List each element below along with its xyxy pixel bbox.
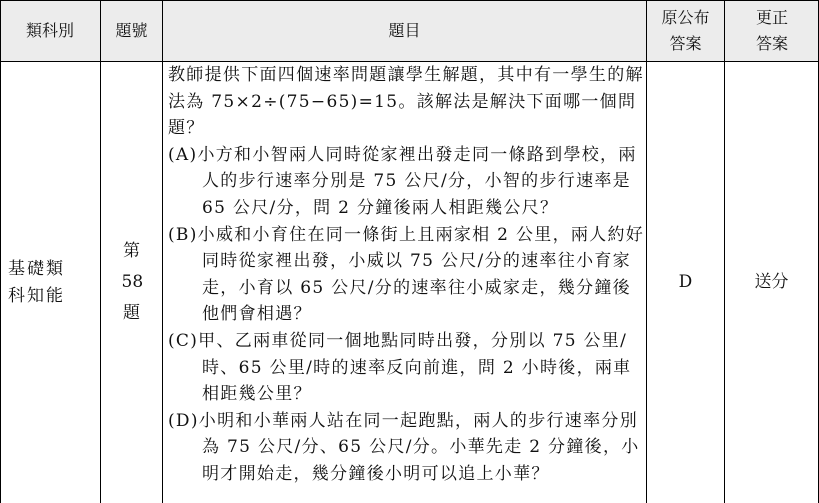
header-original-answer [647,0,724,61]
row-corrected-answer [725,62,818,503]
border-top [0,0,819,1]
row-corrected-answer-text: 送分 [754,272,789,292]
header-question-label: 題目 [388,20,421,40]
header-original-answer-label: 原公布答案 [661,7,710,53]
row-category-text: 基礎類科知能 [8,258,65,306]
header-category [0,0,100,61]
question-text [168,62,646,488]
column-divider [162,0,163,503]
question-stem: 教師提供下面四個速率問題讓學生解題，其中有一學生的解法為 75×2÷(75−65)=15。該解法是解決下面哪一個問題？ [168,65,644,139]
header-corrected-answer-label: 更正答案 [755,7,788,53]
header-number-label: 題號 [115,20,148,40]
row-number [101,62,162,503]
header-category-label: 類科別 [25,20,74,40]
option-b: (B)小威和小育住在同一條街上且兩家相 2 公里，兩人約好同時從家裡出發，小威以 75 公尺/分的速率往小育家走，小育以 65 公尺/分的速率往小威家走，幾分鐘後他們會相遇？ [168,224,645,325]
option-c: (C)甲、乙兩車從同一個地點同時出發，分別以 75 公里/時、65 公里/時的速率反向前進，問 2 小時後，兩車相距幾公里？ [168,330,632,405]
row-number-text: 第58題 [121,241,144,323]
row-original-answer-text: D [678,272,693,292]
option-a: (A)小方和小智兩人同時從家裡出發走同一條路到學校，兩人的步行速率分別是 75 公尺/分，小智的步行速率是 65 公尺/分，問 2 分鐘後兩人相距幾公尺？ [168,144,637,218]
header-number [101,0,162,61]
row-category [1,62,100,503]
option-d: (D)小明和小華兩人站在同一起跑點，兩人的步行速率分別為 75 公尺/分、65 公尺/分。小華先走 2 分鐘後，小明才開始走，幾分鐘後小明可以追上小華？ [168,410,640,484]
header-corrected-answer [725,0,819,61]
header-question [163,0,646,61]
row-original-answer [647,62,724,503]
